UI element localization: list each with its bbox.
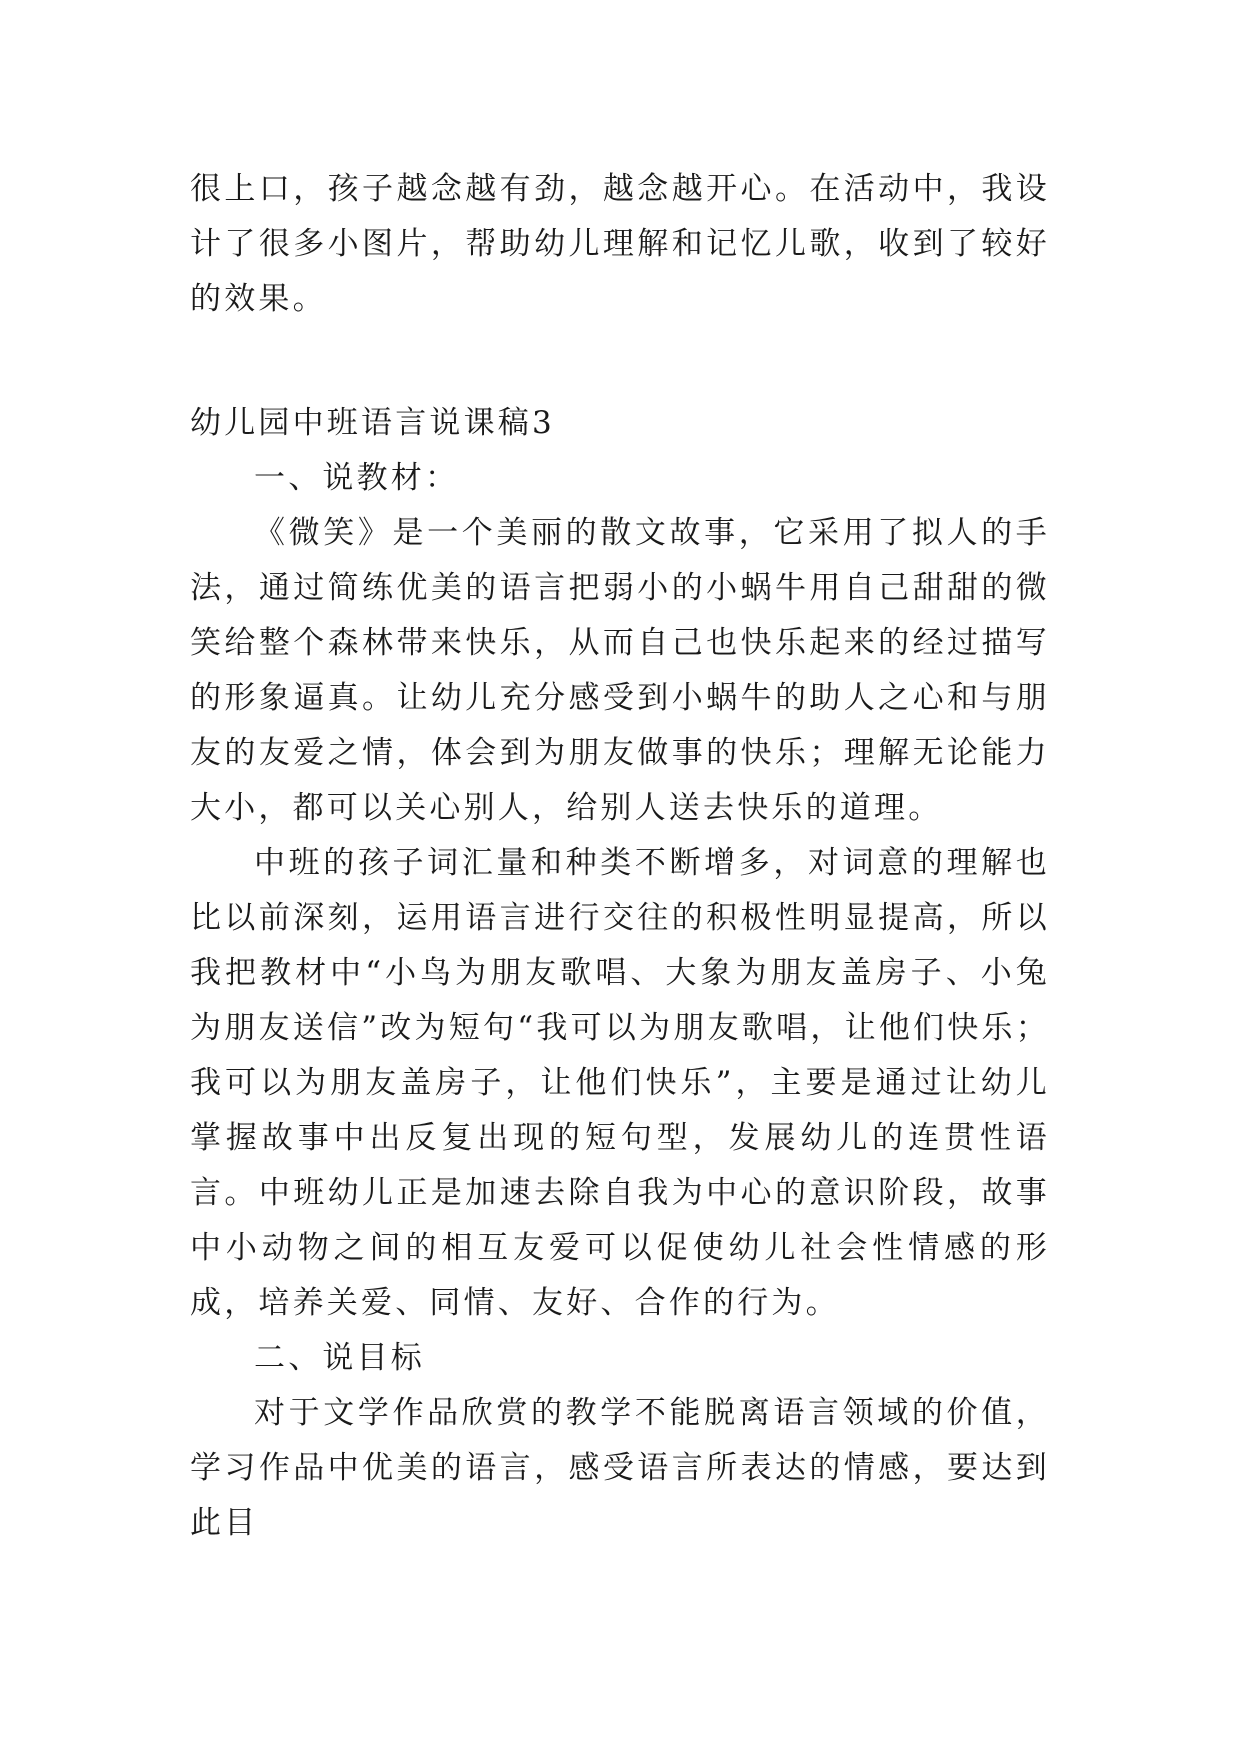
document-body <box>190 162 1050 1551</box>
section-1-paragraph-2: 中班的孩子词汇量和种类不断增多，对词意的理解也比以前深刻，运用语言进行交往的积极性明显提高，所以我把教材中“小鸟为朋友歌唱、大象为朋友盖房子、小兔为朋友送信”改为短句“我可以为朋友歌唱，让他们快乐；我可以为朋友盖房子，让他们快乐”，主要是通过让幼儿掌握故事中出反复出现的短句型，发展幼儿的连贯性语言。中班幼儿正是加速去除自我为中心的意识阶段，故事中小动物之间的相互友爱可以促使幼儿社会性情感的形成，培养关爱、同情、友好、合作的行为。 <box>190 845 1050 1321</box>
continuation-paragraph: 很上口，孩子越念越有劲，越念越开心。在活动中，我设计了很多小图片，帮助幼儿理解和记忆儿歌，收到了较好的效果。 <box>190 171 1050 317</box>
section-2-heading: 二、说目标 <box>254 1340 425 1376</box>
document-title: 幼儿园中班语言说课稿3 <box>190 405 555 441</box>
section-1-heading: 一、说教材： <box>254 460 460 496</box>
section-2-paragraph-1: 对于文学作品欣赏的教学不能脱离语言领域的价值，学习作品中优美的语言，感受语言所表达的情感，要达到此目 <box>190 1395 1050 1541</box>
section-1-paragraph-1: 《微笑》是一个美丽的散文故事，它采用了拟人的手法，通过简练优美的语言把弱小的小蜗牛用自己甜甜的微笑给整个森林带来快乐，从而自己也快乐起来的经过描写的形象逼真。让幼儿充分感受到小蜗牛的助人之心和与朋友的友爱之情，体会到为朋友做事的快乐；理解无论能力大小，都可以关心别人，给别人送去快乐的道理。 <box>190 515 1050 826</box>
